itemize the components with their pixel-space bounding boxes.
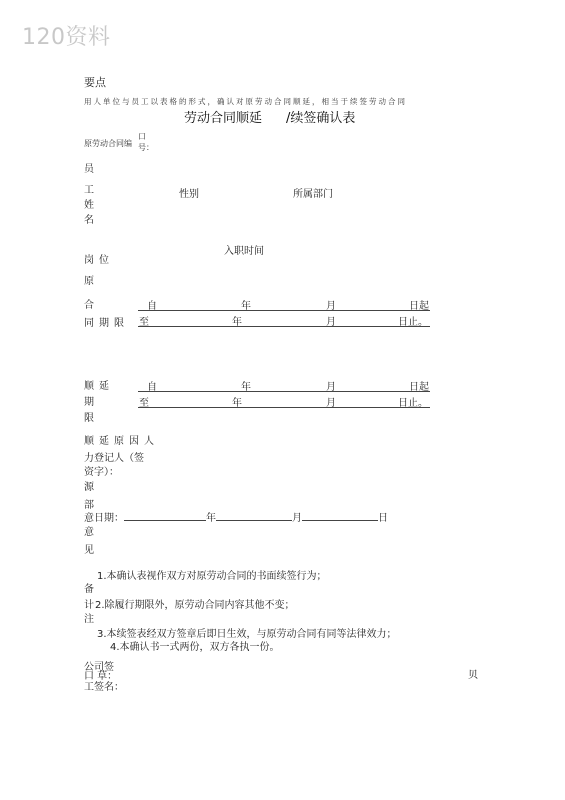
extended-from-year: 年	[241, 382, 251, 393]
hr-dept-char-1: 源	[84, 482, 94, 493]
employee-label-3: 姓	[84, 200, 94, 211]
opinion-char-2: 见	[84, 545, 94, 556]
hr-registrar-label: 力登记人（签	[84, 453, 144, 464]
extended-from-day: 日起	[409, 382, 429, 393]
position-label: 岗位	[84, 255, 114, 266]
original-term-label-3: 同期限	[84, 318, 129, 329]
department-label: 所属部门	[293, 189, 333, 200]
extended-from-line	[138, 391, 430, 392]
title-part1: 劳动合同顺延	[184, 111, 263, 126]
original-from-year: 年	[241, 301, 251, 312]
year-label: 年	[206, 513, 216, 524]
original-from-day: 日起	[409, 301, 429, 312]
extended-to-day: 日止。	[398, 398, 428, 409]
contract-no-label: 原劳动合同编	[84, 139, 132, 148]
extended-to: 至	[139, 398, 149, 409]
note-3: 3.本续签表经双方签章后即日生效，与原劳动合同有同等法律效力；	[97, 629, 397, 640]
extended-term-label-1: 顺延	[84, 381, 114, 392]
extended-to-year: 年	[232, 398, 242, 409]
notes-side-label-1: 备	[84, 584, 94, 595]
notes-side-label-3: 注	[84, 614, 94, 625]
employee-label-2: 工	[84, 185, 94, 196]
employee-label-4: 名	[84, 215, 94, 226]
title-part2: /续签确认表	[286, 111, 356, 126]
heading: 要点	[84, 76, 106, 89]
company-sign-label: 公司签	[84, 662, 114, 673]
year-blank[interactable]	[124, 509, 206, 521]
hr-signature-label: 资字）：	[84, 467, 119, 478]
month-blank[interactable]	[216, 509, 292, 521]
original-term-label-2: 合	[84, 300, 94, 311]
extended-to-line	[138, 407, 430, 408]
contract-no-suffix2: 号：	[138, 143, 154, 152]
company-stamp-label: 口 草：	[84, 671, 118, 682]
company-sign-right-char: 贝	[468, 670, 478, 681]
note-1: 1.本确认表视作双方对原劳动合同的书面续签行为；	[97, 571, 327, 582]
day-blank[interactable]	[302, 509, 378, 521]
month-label: 月	[292, 513, 302, 524]
extended-term-label-3: 限	[84, 413, 94, 424]
employee-sign-label: 工签名：	[84, 682, 124, 693]
contract-no-suffix1: 口	[138, 132, 146, 141]
form-title	[184, 107, 355, 126]
note-4: 4.本确认书一式两份，双方各执一份。	[110, 642, 280, 653]
notes-side-label-2: 计	[84, 600, 94, 611]
employee-label-1: 员	[84, 164, 94, 175]
extension-reason-label: 顺延原因人	[84, 436, 159, 447]
note-2: 2.除履行期限外，原劳动合同内容其他不变；	[95, 600, 295, 611]
hr-dept-char-2: 部	[84, 500, 94, 511]
extended-from-month: 月	[326, 382, 336, 393]
extended-to-month: 月	[326, 398, 336, 409]
original-term-label-1: 原	[84, 276, 94, 287]
original-from: 自	[147, 301, 157, 312]
original-from-line	[138, 310, 430, 311]
opinion-date-label: 意日期：	[84, 513, 124, 524]
original-to-line	[138, 326, 430, 327]
original-from-month: 月	[326, 301, 336, 312]
original-to-year: 年	[232, 317, 242, 328]
day-label: 日	[378, 513, 388, 524]
extended-term-label-2: 期	[84, 397, 94, 408]
extended-from: 自	[147, 382, 157, 393]
opinion-date-row	[84, 509, 388, 524]
original-to: 至	[139, 317, 149, 328]
original-to-month: 月	[326, 317, 336, 328]
watermark-logo: 120资料	[22, 25, 111, 50]
opinion-char-1: 意	[84, 527, 94, 538]
join-time-label: 入职时间	[224, 246, 264, 257]
intro-text: 用人单位与员工以表格的形式，确认对原劳动合同顺延，相当于续签劳动合同	[84, 97, 407, 106]
original-to-day: 日止。	[398, 317, 428, 328]
gender-label: 性别	[179, 189, 199, 200]
